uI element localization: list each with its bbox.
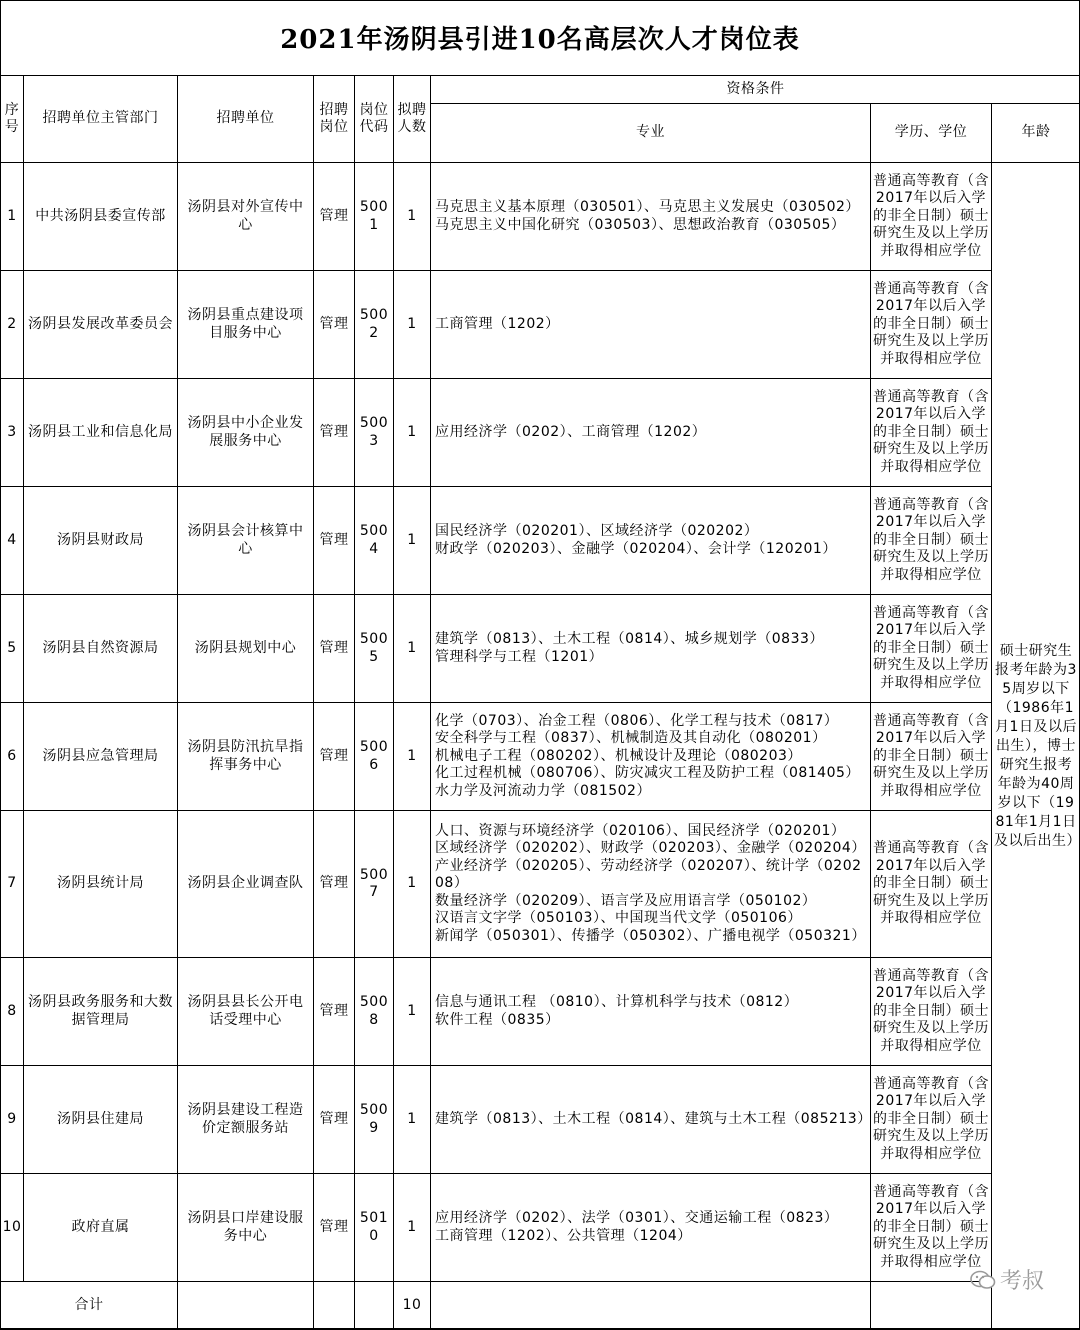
row-seq: 9 <box>1 1066 24 1174</box>
major-line: 人口、资源与环境经济学（020106）、国民经济学（020201） <box>435 823 866 841</box>
row-dept: 中共汤阴县委宣传部 <box>24 163 178 271</box>
row-major <box>431 958 871 1066</box>
major-line: 国民经济学（020201）、区域经济学（020202） <box>435 523 866 541</box>
row-count: 1 <box>394 487 431 595</box>
row-count: 1 <box>394 163 431 271</box>
major-line: 马克思主义中国化研究（030503）、思想政治教育（030505） <box>435 217 866 235</box>
row-unit: 汤阴县中小企业发展服务中心 <box>178 379 314 487</box>
major-line: 汉语言文字学（050103）、中国现当代文学（050106） <box>435 910 866 928</box>
row-count: 1 <box>394 595 431 703</box>
row-dept: 汤阴县应急管理局 <box>24 703 178 811</box>
row-post: 管理 <box>314 163 355 271</box>
row-dept: 汤阴县统计局 <box>24 811 178 958</box>
row-unit: 汤阴县会计核算中心 <box>178 487 314 595</box>
table-row <box>1 163 1080 271</box>
row-education: 普通高等教育（含2017年以后入学的非全日制）硕士研究生及以上学历并取得相应学位 <box>871 1174 992 1282</box>
major-line: 应用经济学（0202）、法学（0301）、交通运输工程（0823） <box>435 1210 866 1228</box>
major-line: 数量经济学（020209）、语言学及应用语言学（050102） <box>435 893 866 911</box>
header-education: 学历、学位 <box>871 104 992 163</box>
row-post: 管理 <box>314 811 355 958</box>
row-unit: 汤阴县口岸建设服务中心 <box>178 1174 314 1282</box>
row-major <box>431 487 871 595</box>
row-seq: 6 <box>1 703 24 811</box>
row-unit: 汤阴县对外宣传中心 <box>178 163 314 271</box>
row-count: 1 <box>394 811 431 958</box>
major-line: 信息与通讯工程 （0810）、计算机科学与技术（0812） <box>435 994 866 1012</box>
total-empty <box>355 1282 394 1330</box>
major-line: 财政学（020203）、金融学（020204）、会计学（120201） <box>435 541 866 559</box>
header-dept: 招聘单位主管部门 <box>24 76 178 163</box>
row-education: 普通高等教育（含2017年以后入学的非全日制）硕士研究生及以上学历并取得相应学位 <box>871 958 992 1066</box>
age-requirement: 硕士研究生报考年龄为35周岁以下（1986年1月1日及以后出生），博士研究生报考年龄为40周岁以下（1981年1月1日及以后出生） <box>992 163 1080 1330</box>
row-code: 5001 <box>355 163 394 271</box>
header-code: 岗位代码 <box>355 76 394 163</box>
table-row <box>1 811 1080 958</box>
total-empty <box>431 1282 871 1330</box>
row-major <box>431 1174 871 1282</box>
header-major: 专业 <box>431 104 871 163</box>
row-education: 普通高等教育（含2017年以后入学的非全日制）硕士研究生及以上学历并取得相应学位 <box>871 379 992 487</box>
row-seq: 4 <box>1 487 24 595</box>
row-code: 5010 <box>355 1174 394 1282</box>
row-dept: 汤阴县自然资源局 <box>24 595 178 703</box>
row-count: 1 <box>394 703 431 811</box>
row-seq: 1 <box>1 163 24 271</box>
row-dept: 政府直属 <box>24 1174 178 1282</box>
major-line: 化工过程机械（080706）、防灾减灾工程及防护工程（081405） <box>435 765 866 783</box>
table-row <box>1 1066 1080 1174</box>
total-empty <box>314 1282 355 1330</box>
row-dept: 汤阴县发展改革委员会 <box>24 271 178 379</box>
major-line: 工商管理（1202） <box>435 316 866 334</box>
row-education: 普通高等教育（含2017年以后入学的非全日制）硕士研究生及以上学历并取得相应学位 <box>871 703 992 811</box>
row-education: 普通高等教育（含2017年以后入学的非全日制）硕士研究生及以上学历并取得相应学位 <box>871 811 992 958</box>
major-line: 建筑学（0813）、土木工程（0814）、城乡规划学（0833） <box>435 631 866 649</box>
row-unit: 汤阴县防汛抗旱指挥事务中心 <box>178 703 314 811</box>
header-qualification: 资格条件 <box>431 76 1080 104</box>
wechat-icon <box>970 1270 996 1290</box>
watermark <box>970 1264 1044 1295</box>
row-code: 5005 <box>355 595 394 703</box>
row-seq: 7 <box>1 811 24 958</box>
watermark-text: 考叔 <box>1000 1264 1044 1295</box>
row-major <box>431 595 871 703</box>
table-row <box>1 595 1080 703</box>
row-post: 管理 <box>314 958 355 1066</box>
row-unit: 汤阴县规划中心 <box>178 595 314 703</box>
row-major <box>431 1066 871 1174</box>
row-education: 普通高等教育（含2017年以后入学的非全日制）硕士研究生及以上学历并取得相应学位 <box>871 1066 992 1174</box>
header-age: 年龄 <box>992 104 1080 163</box>
major-line: 化学（0703）、冶金工程（0806）、化学工程与技术（0817） <box>435 713 866 731</box>
table-row <box>1 271 1080 379</box>
row-education: 普通高等教育（含2017年以后入学的非全日制）硕士研究生及以上学历并取得相应学位 <box>871 595 992 703</box>
row-count: 1 <box>394 271 431 379</box>
row-dept: 汤阴县住建局 <box>24 1066 178 1174</box>
table-row <box>1 703 1080 811</box>
major-line: 建筑学（0813）、土木工程（0814）、建筑与土木工程（085213） <box>435 1111 866 1129</box>
row-major <box>431 163 871 271</box>
table-row <box>1 487 1080 595</box>
positions-table <box>0 75 1080 1330</box>
row-count: 1 <box>394 379 431 487</box>
table-row <box>1 1174 1080 1282</box>
row-count: 1 <box>394 1174 431 1282</box>
row-code: 5003 <box>355 379 394 487</box>
total-row <box>1 1282 1080 1330</box>
table-row <box>1 958 1080 1066</box>
header-count: 拟聘人数 <box>394 76 431 163</box>
row-post: 管理 <box>314 271 355 379</box>
row-code: 5009 <box>355 1066 394 1174</box>
major-line: 马克思主义基本原理（030501）、马克思主义发展史（030502） <box>435 199 866 217</box>
row-code: 5007 <box>355 811 394 958</box>
page-title: 2021年汤阴县引进10名高层次人才岗位表 <box>0 0 1080 76</box>
header-seq: 序号 <box>1 76 24 163</box>
header-unit: 招聘单位 <box>178 76 314 163</box>
row-seq: 5 <box>1 595 24 703</box>
row-seq: 10 <box>1 1174 24 1282</box>
major-line: 管理科学与工程（1201） <box>435 649 866 667</box>
major-line: 区域经济学（020202）、财政学（020203）、金融学（020204） <box>435 840 866 858</box>
row-post: 管理 <box>314 379 355 487</box>
row-major <box>431 703 871 811</box>
row-post: 管理 <box>314 1174 355 1282</box>
row-post: 管理 <box>314 703 355 811</box>
row-count: 1 <box>394 958 431 1066</box>
row-post: 管理 <box>314 487 355 595</box>
row-education: 普通高等教育（含2017年以后入学的非全日制）硕士研究生及以上学历并取得相应学位 <box>871 163 992 271</box>
row-post: 管理 <box>314 595 355 703</box>
header-post: 招聘岗位 <box>314 76 355 163</box>
row-education: 普通高等教育（含2017年以后入学的非全日制）硕士研究生及以上学历并取得相应学位 <box>871 487 992 595</box>
row-unit: 汤阴县企业调查队 <box>178 811 314 958</box>
row-code: 5004 <box>355 487 394 595</box>
row-major <box>431 271 871 379</box>
major-line: 工商管理（1202）、公共管理（1204） <box>435 1228 866 1246</box>
total-count: 10 <box>394 1282 431 1330</box>
row-unit: 汤阴县建设工程造价定额服务站 <box>178 1066 314 1174</box>
row-dept: 汤阴县财政局 <box>24 487 178 595</box>
row-seq: 3 <box>1 379 24 487</box>
major-line: 水力学及河流动力学（081502） <box>435 783 866 801</box>
row-count: 1 <box>394 1066 431 1174</box>
major-line: 软件工程（0835） <box>435 1012 866 1030</box>
row-dept: 汤阴县政务服务和大数据管理局 <box>24 958 178 1066</box>
row-dept: 汤阴县工业和信息化局 <box>24 379 178 487</box>
major-line: 新闻学（050301）、传播学（050302）、广播电视学（050321） <box>435 928 866 946</box>
total-label: 合计 <box>1 1282 178 1330</box>
row-code: 5006 <box>355 703 394 811</box>
major-line: 应用经济学（0202）、工商管理（1202） <box>435 424 866 442</box>
table-row <box>1 379 1080 487</box>
row-seq: 8 <box>1 958 24 1066</box>
row-education: 普通高等教育（含2017年以后入学的非全日制）硕士研究生及以上学历并取得相应学位 <box>871 271 992 379</box>
major-line: 机械电子工程（080202）、机械设计及理论（080203） <box>435 748 866 766</box>
row-major <box>431 379 871 487</box>
major-line: 产业经济学（020205）、劳动经济学（020207）、统计学（020208） <box>435 858 866 893</box>
row-post: 管理 <box>314 1066 355 1174</box>
row-unit: 汤阴县县长公开电话受理中心 <box>178 958 314 1066</box>
major-line: 安全科学与工程（0837）、机械制造及其自动化（080201） <box>435 730 866 748</box>
row-unit: 汤阴县重点建设项目服务中心 <box>178 271 314 379</box>
row-code: 5008 <box>355 958 394 1066</box>
row-major <box>431 811 871 958</box>
row-seq: 2 <box>1 271 24 379</box>
row-code: 5002 <box>355 271 394 379</box>
total-empty <box>178 1282 314 1330</box>
